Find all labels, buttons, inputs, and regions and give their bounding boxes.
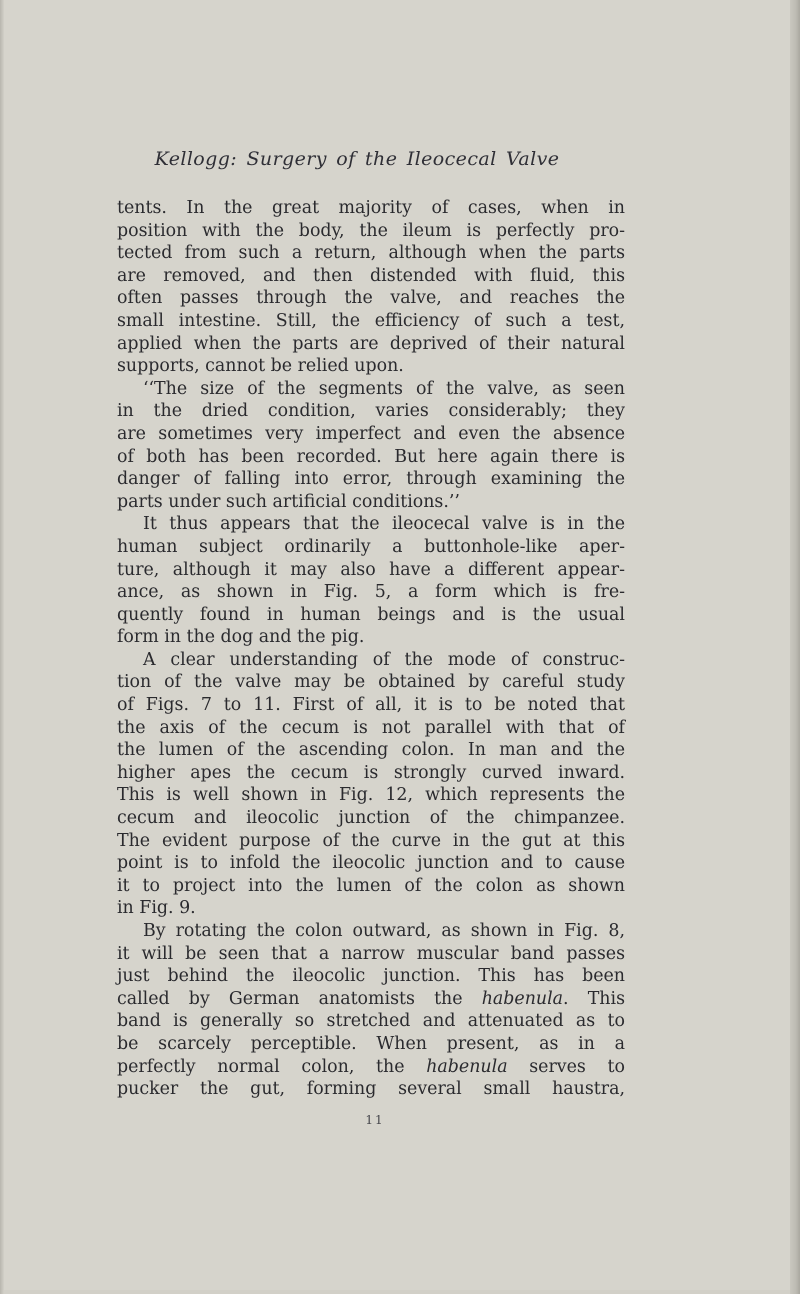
body-text [117,197,625,1101]
text-line: often passes through the valve, and reaches the [117,288,625,309]
text-line: band is generally so stretched and attenuated as to [117,1011,625,1032]
text-line: it to project into the lumen of the colon as shown [117,875,625,896]
text-line: It thus appears that the ileocecal valve is in the [143,514,625,535]
text-line: tected from such a return, although when the parts [117,243,625,264]
text-line: are sometimes very imperfect and even the absence [117,423,625,444]
running-head: Kellogg: Surgery of the Ileocecal Valve [154,148,560,170]
text-line: the lumen of the ascending colon. In man and the [117,740,625,761]
text-line: supports, cannot be relied upon. [117,356,404,377]
text-line: tion of the valve may be obtained by careful study [117,672,625,693]
text-line: it will be seen that a narrow muscular band passes [117,943,625,964]
text-line: applied when the parts are deprived of their natural [117,333,625,354]
text-line: higher apes the cecum is strongly curved inward. [117,762,625,783]
text-line: cecum and ileocolic junction of the chimpanzee. [117,808,625,829]
text-line: human subject ordinarily a buttonhole-like aper- [117,536,625,557]
text-line: ture, although it may also have a different appear- [117,559,625,580]
text-line: The evident purpose of the curve in the gut at this [117,830,625,851]
text-line: A clear understanding of the mode of construc- [143,649,625,670]
page-right-edge [790,0,800,1294]
text-line: tents. In the great majority of cases, when in [117,198,625,218]
page-number: 11 [365,1113,385,1127]
text-line: parts under such artificial conditions.’’ [117,491,460,512]
text-line: the axis of the cecum is not parallel with that of [117,717,625,738]
text-line: point is to infold the ileocolic junction and to cause [117,853,625,874]
text-line: perfectly normal colon, the habenula serves to [117,1056,625,1077]
text-line: in Fig. 9. [117,898,196,919]
text-line: called by German anatomists the habenula. This [117,988,625,1009]
text-line: in the dried condition, varies considerably; they [117,401,625,422]
text-line: just behind the ileocolic junction. This has been [117,966,625,987]
page-left-edge [0,0,4,1294]
text-line: ‘‘The size of the segments of the valve, as seen [143,378,625,399]
text-line: of Figs. 7 to 11. First of all, it is to be noted that [117,695,625,716]
text-line: position with the body, the ileum is perfectly pro- [117,220,625,241]
text-line: small intestine. Still, the efficiency of such a test, [117,310,625,331]
text-line: quently found in human beings and is the usual [117,604,625,625]
text-line: of both has been recorded. But here again there is [117,446,625,467]
text-line: are removed, and then distended with fluid, this [117,265,625,286]
text-line: pucker the gut, forming several small haustra, [117,1079,625,1100]
text-line: danger of falling into error, through examining the [117,469,625,490]
text-line: be scarcely perceptible. When present, as in a [117,1033,625,1054]
text-line: ance, as shown in Fig. 5, a form which is fre- [117,582,625,603]
text-line: form in the dog and the pig. [117,627,365,648]
text-line: By rotating the colon outward, as shown in Fig. 8, [143,921,625,941]
text-line: This is well shown in Fig. 12, which represents the [117,785,625,806]
